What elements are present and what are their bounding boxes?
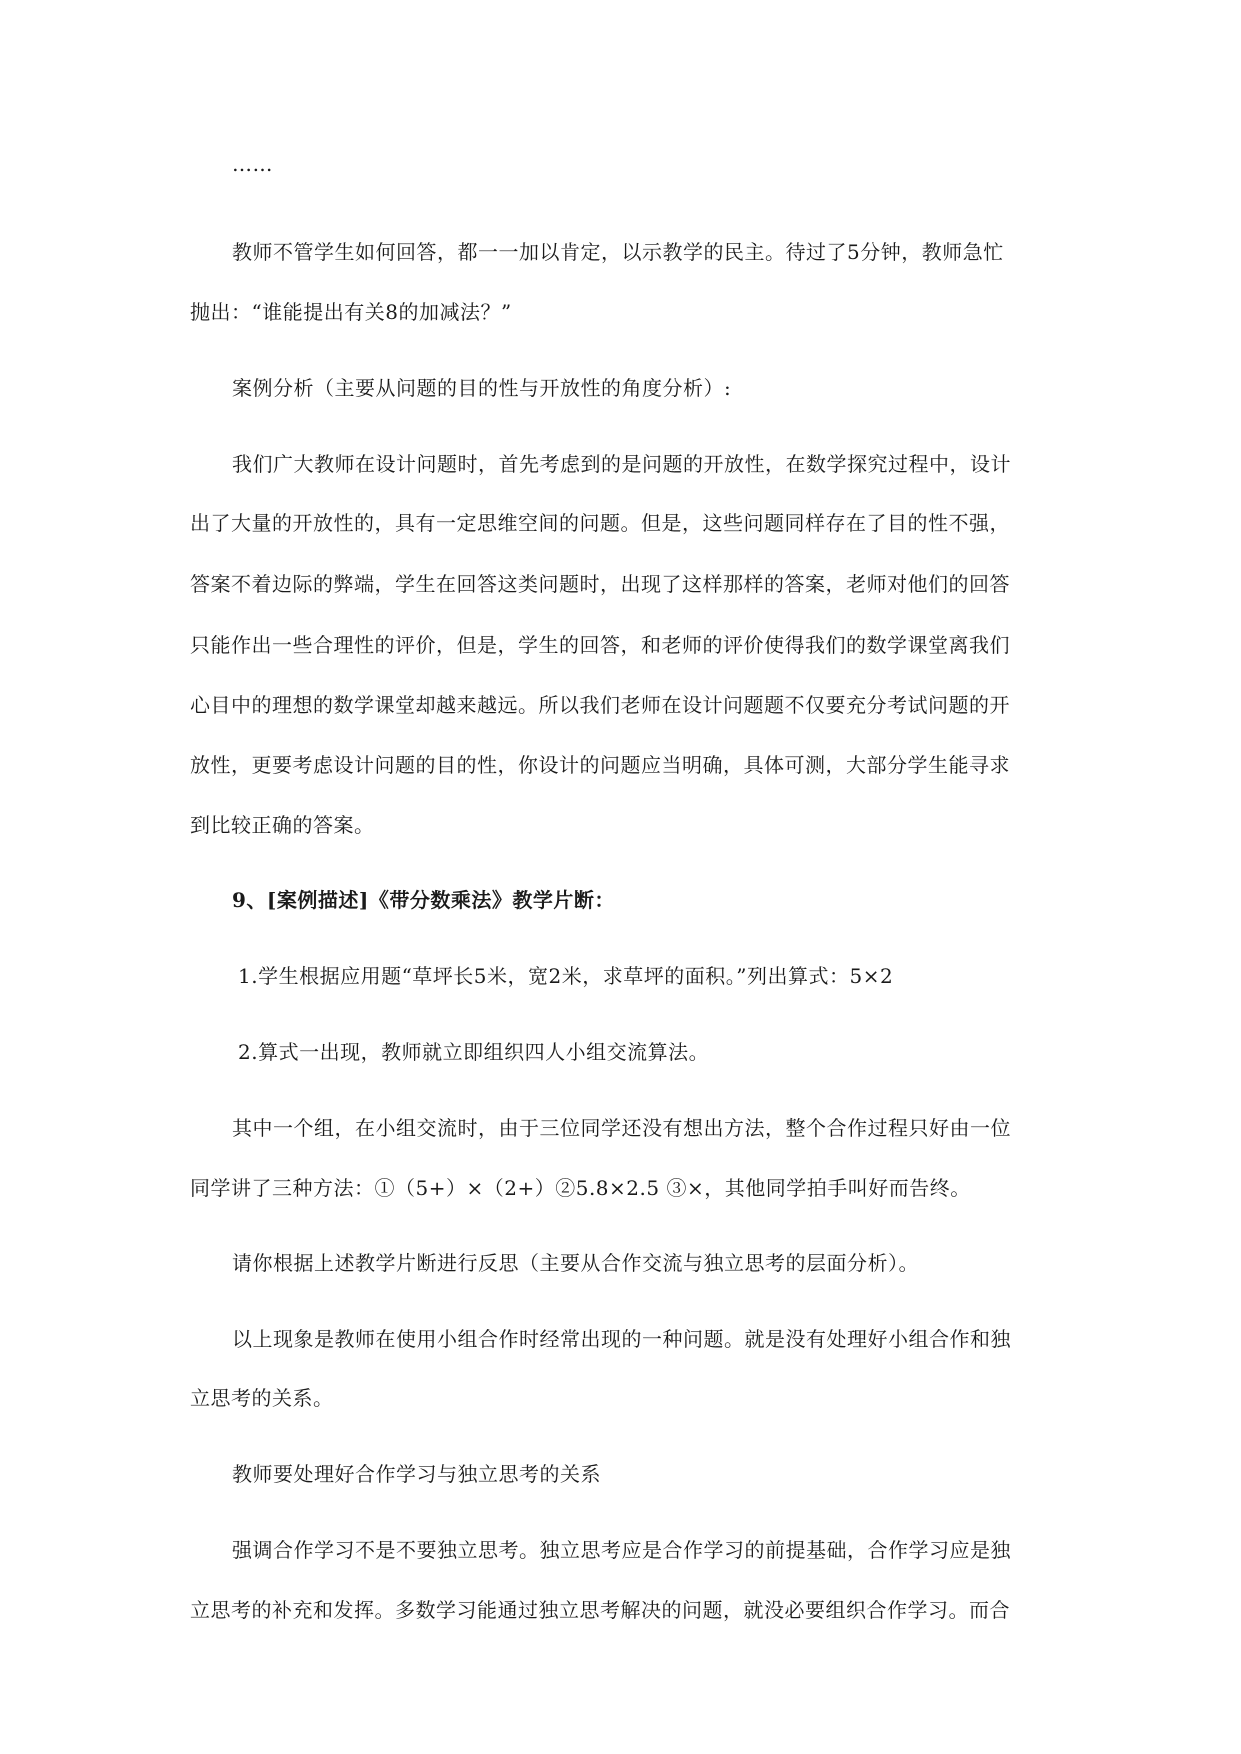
paragraph-line: 出了大量的开放性的，具有一定思维空间的问题。但是，这些问题同样存在了目的性不强， <box>190 511 1010 535</box>
ellipsis-line: …… <box>232 152 273 176</box>
paragraph-line: 立思考的关系。 <box>190 1386 334 1410</box>
paragraph-line: 教师要处理好合作学习与独立思考的关系 <box>232 1462 601 1486</box>
paragraph-line: 以上现象是教师在使用小组合作时经常出现的一种问题。就是没有处理好小组合作和独 <box>232 1327 1011 1351</box>
paragraph-line: 同学讲了三种方法：①（5+）×（2+）②5.8×2.5 ③×，其他同学拍手叫好而告终。 <box>190 1176 971 1200</box>
paragraph-line: 到比较正确的答案。 <box>190 813 375 837</box>
paragraph-line: 请你根据上述教学片断进行反思（主要从合作交流与独立思考的层面分析）。 <box>232 1251 919 1275</box>
paragraph-line: 其中一个组，在小组交流时，由于三位同学还没有想出方法，整个合作过程只好由一位 <box>232 1116 1011 1140</box>
paragraph-line: 放性，更要考虑设计问题的目的性，你设计的问题应当明确，具体可测，大部分学生能寻求 <box>190 753 1010 777</box>
paragraph-line: 抛出：“谁能提出有关8的加减法？” <box>190 300 512 324</box>
paragraph-line: 立思考的补充和发挥。多数学习能通过独立思考解决的问题，就没必要组织合作学习。而合 <box>190 1598 1010 1622</box>
paragraph-line: 强调合作学习不是不要独立思考。独立思考应是合作学习的前提基础，合作学习应是独 <box>232 1538 1011 1562</box>
list-item: 2.算式一出现，教师就立即组织四人小组交流算法。 <box>238 1040 710 1064</box>
section-heading: 9、[案例描述]《带分数乘法》教学片断： <box>232 888 615 912</box>
paragraph-line: 教师不管学生如何回答，都一一加以肯定，以示教学的民主。待过了5分钟，教师急忙 <box>232 240 1004 264</box>
list-item: 1.学生根据应用题“草坪长5米，宽2米，求草坪的面积。”列出算式：5×2 <box>238 964 894 988</box>
paragraph-line: 案例分析（主要从问题的目的性与开放性的角度分析）: <box>232 376 732 400</box>
paragraph-line: 答案不着边际的弊端，学生在回答这类问题时，出现了这样那样的答案，老师对他们的回答 <box>190 572 1010 596</box>
paragraph-line: 我们广大教师在设计问题时，首先考虑到的是问题的开放性，在数学探究过程中，设计 <box>232 452 1011 476</box>
paragraph-line: 心目中的理想的数学课堂却越来越远。所以我们老师在设计问题题不仅要充分考试问题的开 <box>190 693 1010 717</box>
paragraph-line: 只能作出一些合理性的评价，但是，学生的回答，和老师的评价使得我们的数学课堂离我们 <box>190 633 1010 657</box>
